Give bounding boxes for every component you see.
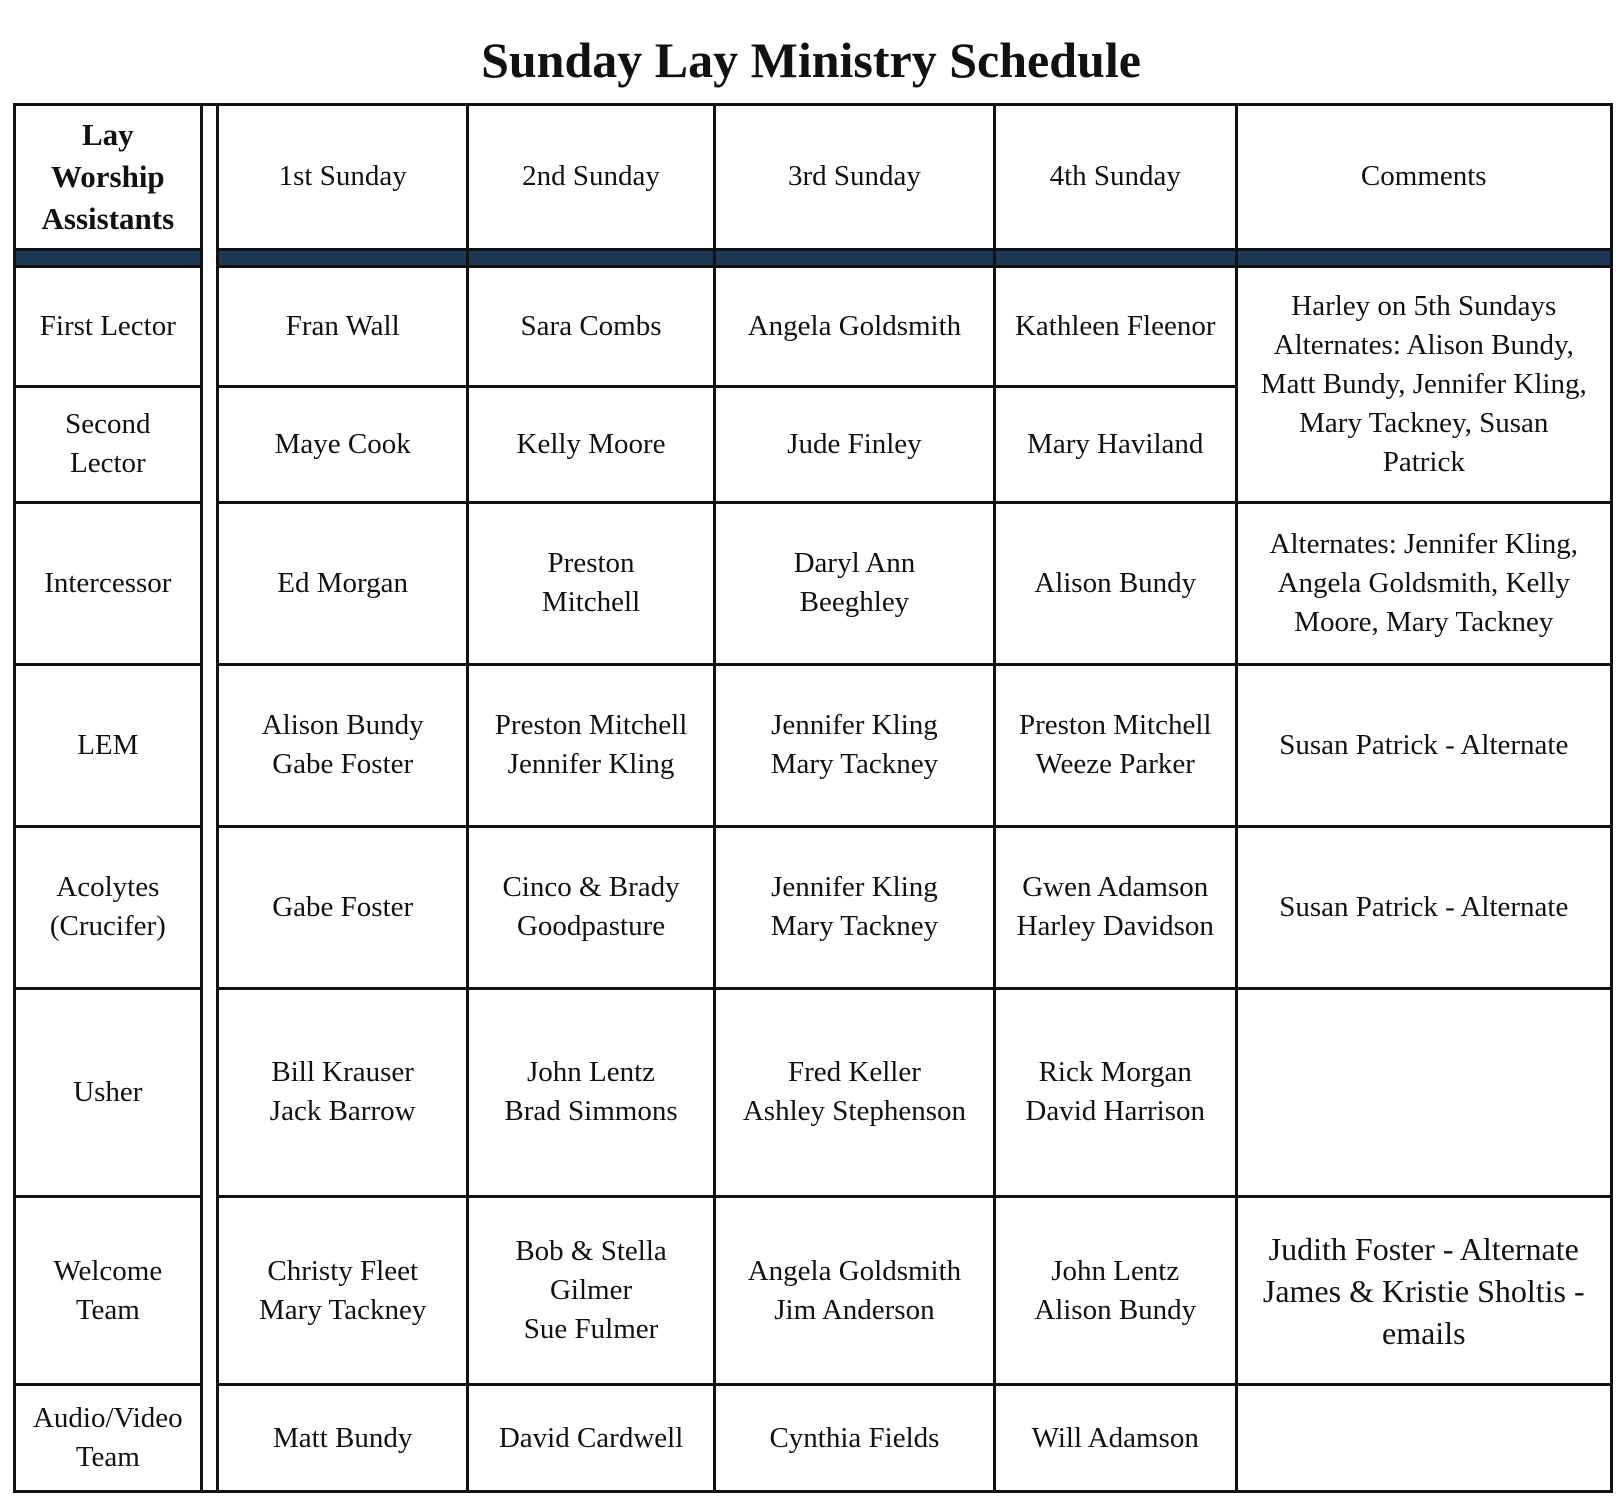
cell bbox=[994, 826, 1236, 988]
assignee: Beeghley bbox=[799, 586, 910, 619]
comment-line: Alternates: Alison Bundy, bbox=[1273, 328, 1574, 361]
header-row bbox=[15, 105, 1612, 250]
cell bbox=[218, 502, 468, 664]
assignee: Mary Tackney bbox=[770, 910, 939, 943]
col-header-1st-sunday: 1st Sunday bbox=[218, 105, 468, 250]
assignee: Christy Fleet bbox=[267, 1254, 418, 1287]
assignee: Preston Mitchell bbox=[494, 709, 688, 742]
assignee: John Lentz bbox=[527, 1056, 656, 1089]
assignee: Harley Davidson bbox=[1016, 910, 1214, 943]
comment-line: Patrick bbox=[1382, 445, 1465, 478]
assignee: Preston Mitchell bbox=[1018, 709, 1212, 742]
cell bbox=[218, 988, 468, 1196]
col-header-4th-sunday: 4th Sunday bbox=[994, 105, 1236, 250]
comment-acolytes bbox=[1236, 826, 1611, 988]
assignee: Mary Haviland bbox=[1027, 427, 1204, 460]
comment-av-empty bbox=[1236, 1385, 1611, 1492]
assignee: Will Adamson bbox=[1031, 1421, 1199, 1454]
assignee: Kelly Moore bbox=[516, 427, 666, 460]
assignee: Ed Morgan bbox=[277, 566, 409, 599]
band-cell bbox=[1236, 249, 1611, 266]
comment-line: Susan Patrick - Alternate bbox=[1279, 728, 1569, 761]
cell bbox=[994, 266, 1236, 386]
assignee: Gilmer bbox=[549, 1274, 633, 1307]
band-cell bbox=[714, 249, 994, 266]
assignee: David Harrison bbox=[1025, 1095, 1206, 1128]
assignee: Maye Cook bbox=[274, 427, 411, 460]
assignee: Mary Tackney bbox=[259, 1293, 427, 1326]
cell bbox=[994, 1385, 1236, 1492]
assignee: Gwen Adamson bbox=[1022, 871, 1209, 904]
assignee: Daryl Ann bbox=[793, 547, 916, 580]
role-lem bbox=[15, 664, 202, 826]
assignee: Brad Simmons bbox=[504, 1095, 678, 1128]
table-row bbox=[15, 664, 1612, 826]
role-usher bbox=[15, 988, 202, 1196]
header-divider-band bbox=[15, 249, 1612, 266]
assignee: Kathleen Fleenor bbox=[1014, 309, 1216, 342]
assignee: Jude Finley bbox=[787, 427, 922, 460]
cell bbox=[218, 1385, 468, 1492]
cell bbox=[468, 664, 715, 826]
role-label: LEM bbox=[77, 728, 139, 761]
cell bbox=[218, 664, 468, 826]
assignee: Jack Barrow bbox=[269, 1095, 416, 1128]
comment-line: Judith Foster - Alternate bbox=[1268, 1230, 1579, 1267]
corner-line: Worship bbox=[50, 158, 165, 194]
cell bbox=[714, 1385, 994, 1492]
comment-usher-empty bbox=[1236, 988, 1611, 1196]
cell bbox=[468, 1385, 715, 1492]
cell bbox=[994, 1196, 1236, 1385]
col-header-comments: Comments bbox=[1236, 105, 1611, 250]
assignee: Bill Krauser bbox=[271, 1056, 414, 1089]
cell bbox=[714, 988, 994, 1196]
table-row bbox=[15, 988, 1612, 1196]
assignee: Cynthia Fields bbox=[769, 1421, 940, 1454]
vertical-divider bbox=[201, 105, 218, 1492]
cell bbox=[714, 1196, 994, 1385]
table-row bbox=[15, 1385, 1612, 1492]
cell bbox=[468, 266, 715, 386]
comment-line: emails bbox=[1382, 1314, 1466, 1351]
table-row bbox=[15, 1196, 1612, 1385]
assignee: Mitchell bbox=[541, 586, 641, 619]
cell bbox=[714, 386, 994, 502]
comment-lectors bbox=[1236, 266, 1611, 502]
cell bbox=[218, 826, 468, 988]
role-first-lector bbox=[15, 266, 202, 386]
role-label: (Crucifer) bbox=[49, 910, 166, 943]
assignee: Rick Morgan bbox=[1038, 1056, 1192, 1089]
assignee: Matt Bundy bbox=[273, 1421, 413, 1454]
cell bbox=[218, 386, 468, 502]
assignee: Angela Goldsmith bbox=[747, 1254, 962, 1287]
assignee: Fred Keller bbox=[787, 1056, 921, 1089]
assignee: Alison Bundy bbox=[1034, 566, 1197, 599]
cell bbox=[218, 266, 468, 386]
assignee: Gabe Foster bbox=[272, 748, 414, 781]
role-label: Audio/Video bbox=[32, 1402, 183, 1435]
assignee: Alison Bundy bbox=[1034, 1293, 1197, 1326]
assignee: David Cardwell bbox=[498, 1421, 684, 1454]
band-cell bbox=[218, 249, 468, 266]
assignee: Gabe Foster bbox=[272, 890, 414, 923]
assignee: Jennifer Kling bbox=[771, 871, 938, 904]
assignee: John Lentz bbox=[1051, 1254, 1180, 1287]
cell bbox=[218, 1196, 468, 1385]
cell bbox=[468, 1196, 715, 1385]
cell bbox=[468, 826, 715, 988]
band-cell bbox=[994, 249, 1236, 266]
table-row bbox=[15, 826, 1612, 988]
cell bbox=[468, 988, 715, 1196]
comment-line: Harley on 5th Sundays bbox=[1291, 289, 1557, 322]
band-cell bbox=[468, 249, 715, 266]
role-welcome-team bbox=[15, 1196, 202, 1385]
role-label: Team bbox=[75, 1293, 140, 1326]
cell bbox=[714, 502, 994, 664]
cell bbox=[714, 266, 994, 386]
comment-intercessor bbox=[1236, 502, 1611, 664]
comment-line: James & Kristie Sholtis - bbox=[1262, 1272, 1585, 1309]
corner-line: Assistants bbox=[41, 200, 175, 236]
assignee: Sara Combs bbox=[520, 309, 662, 342]
corner-header bbox=[15, 105, 202, 250]
col-header-2nd-sunday: 2nd Sunday bbox=[468, 105, 715, 250]
role-label: Team bbox=[75, 1441, 140, 1474]
comment-line: Mary Tackney, Susan bbox=[1299, 406, 1549, 439]
cell bbox=[468, 502, 715, 664]
table-row bbox=[15, 502, 1612, 664]
role-label: Welcome bbox=[53, 1254, 163, 1287]
comment-line: Matt Bundy, Jennifer Kling, bbox=[1260, 367, 1587, 400]
col-header-3rd-sunday: 3rd Sunday bbox=[714, 105, 994, 250]
cell bbox=[994, 664, 1236, 826]
assignee: Ashley Stephenson bbox=[742, 1095, 966, 1128]
comment-line: Susan Patrick - Alternate bbox=[1279, 890, 1569, 923]
comment-lem bbox=[1236, 664, 1611, 826]
cell bbox=[714, 664, 994, 826]
assignee: Mary Tackney bbox=[770, 748, 939, 781]
cell bbox=[994, 988, 1236, 1196]
role-label: Acolytes bbox=[56, 871, 160, 904]
role-label: Usher bbox=[73, 1075, 143, 1108]
cell bbox=[468, 386, 715, 502]
assignee: Jennifer Kling bbox=[771, 709, 938, 742]
cell bbox=[994, 502, 1236, 664]
assignee: Preston bbox=[547, 547, 635, 580]
role-second-lector bbox=[15, 386, 202, 502]
schedule-table bbox=[13, 103, 1613, 1493]
assignee: Weeze Parker bbox=[1035, 748, 1195, 781]
assignee: Sue Fulmer bbox=[523, 1313, 659, 1346]
assignee: Goodpasture bbox=[516, 910, 666, 943]
comment-line: Angela Goldsmith, Kelly bbox=[1277, 566, 1570, 599]
role-acolytes bbox=[15, 826, 202, 988]
comment-welcome bbox=[1236, 1196, 1611, 1385]
band-cell bbox=[15, 249, 202, 266]
assignee: Cinco & Brady bbox=[502, 871, 680, 904]
assignee: Jennifer Kling bbox=[507, 748, 675, 781]
role-label: Lector bbox=[69, 447, 146, 480]
role-label: Intercessor bbox=[44, 566, 172, 599]
comment-line: Moore, Mary Tackney bbox=[1294, 605, 1554, 638]
assignee: Angela Goldsmith bbox=[747, 309, 962, 342]
assignee: Jim Anderson bbox=[774, 1293, 935, 1326]
role-label: Second bbox=[65, 408, 151, 441]
assignee: Alison Bundy bbox=[261, 709, 424, 742]
corner-line: Lay bbox=[81, 116, 134, 152]
assignee: Bob & Stella bbox=[515, 1235, 667, 1268]
page-title: Sunday Lay Ministry Schedule bbox=[481, 32, 1141, 88]
table-row bbox=[15, 266, 1612, 386]
comment-line: Alternates: Jennifer Kling, bbox=[1269, 527, 1578, 560]
cell bbox=[714, 826, 994, 988]
role-label: First Lector bbox=[39, 309, 176, 342]
assignee: Fran Wall bbox=[285, 309, 400, 342]
role-intercessor bbox=[15, 502, 202, 664]
role-audio-video-team bbox=[15, 1385, 202, 1492]
cell bbox=[994, 386, 1236, 502]
